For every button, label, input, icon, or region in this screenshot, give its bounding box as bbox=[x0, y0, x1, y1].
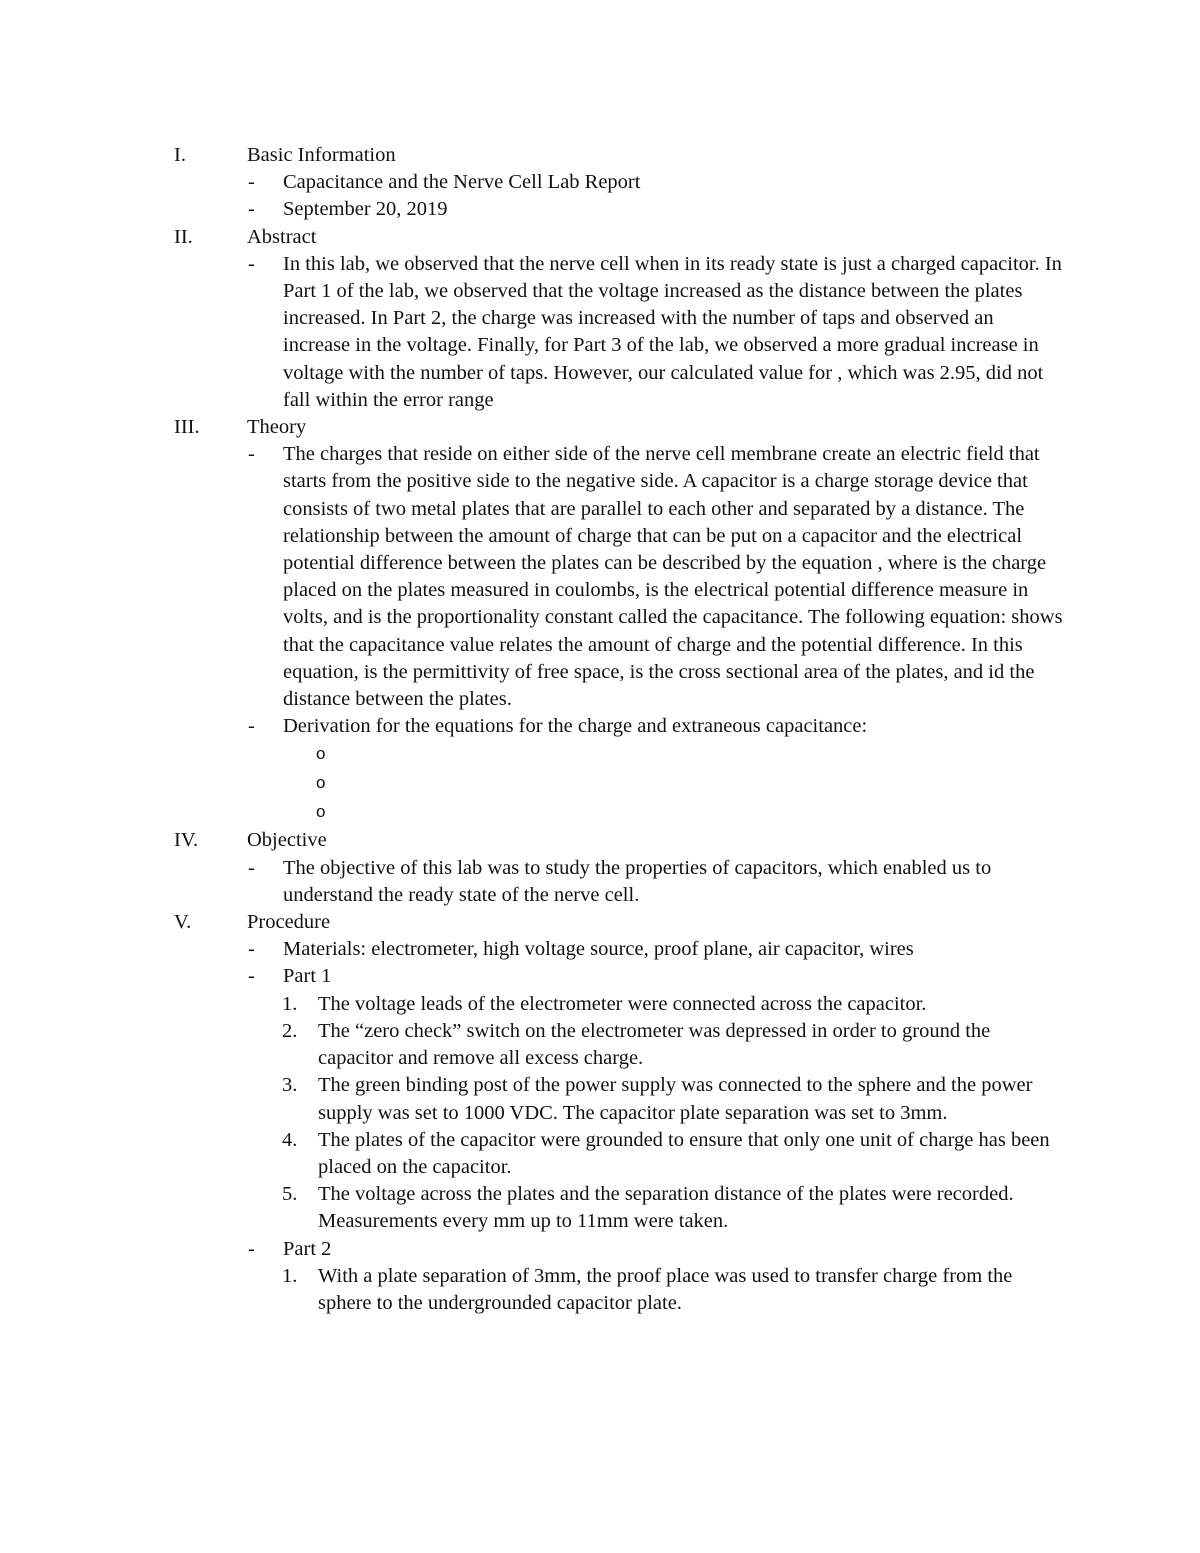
section-numeral: I. bbox=[174, 144, 186, 166]
bullet-item bbox=[248, 1236, 1063, 1263]
section-theory bbox=[0, 414, 1200, 827]
numbered-step bbox=[282, 1127, 1063, 1181]
part-label: Part 2 bbox=[283, 1237, 332, 1260]
section-numeral: IV. bbox=[174, 829, 199, 852]
bullet-item bbox=[248, 441, 1063, 713]
section-heading bbox=[0, 142, 1200, 169]
step-number: 2. bbox=[282, 1019, 298, 1042]
report-title: Capacitance and the Nerve Cell Lab Report bbox=[283, 171, 641, 194]
bullet-item bbox=[248, 251, 1063, 414]
numbered-step bbox=[282, 991, 1063, 1018]
numbered-step bbox=[282, 1263, 1063, 1317]
section-title: Abstract bbox=[247, 225, 317, 248]
section-heading bbox=[0, 827, 1200, 854]
lab-report-page bbox=[0, 142, 1200, 1317]
step-text: With a plate separation of 3mm, the proof place was used to transfer charge from the sphere to the undergrounded capacitor plate. bbox=[318, 1264, 1013, 1314]
section-procedure bbox=[0, 909, 1200, 1317]
bullet-item bbox=[248, 855, 1063, 909]
section-numeral: V. bbox=[174, 911, 192, 934]
bullet-item bbox=[248, 713, 1063, 740]
dash-marker: - bbox=[248, 171, 255, 194]
dash-marker: - bbox=[248, 715, 255, 738]
section-title: Procedure bbox=[247, 911, 331, 934]
materials-text: Materials: electrometer, high voltage source, proof plane, air capacitor, wires bbox=[283, 938, 914, 961]
step-number: 4. bbox=[282, 1128, 298, 1151]
section-title: Basic Information bbox=[247, 144, 396, 166]
circle-bullet-icon: o bbox=[316, 802, 326, 822]
circle-bullet-icon: o bbox=[316, 773, 326, 793]
step-number: 5. bbox=[282, 1183, 298, 1206]
step-number: 3. bbox=[282, 1074, 298, 1097]
bullet-item bbox=[248, 936, 1063, 963]
step-text: The plates of the capacitor were grounded to ensure that only one unit of charge has been placed on the capacitor. bbox=[318, 1128, 1050, 1178]
dash-marker: - bbox=[248, 1237, 255, 1260]
objective-text: The objective of this lab was to study the properties of capacitors, which enabled us to understand the ready state of the nerve cell. bbox=[283, 856, 992, 906]
section-objective bbox=[0, 827, 1200, 909]
section-numeral: III. bbox=[174, 416, 200, 439]
bullet-item bbox=[248, 196, 1063, 223]
section-heading bbox=[0, 224, 1200, 251]
section-heading bbox=[0, 909, 1200, 936]
sub-bullet-item bbox=[316, 798, 1200, 827]
step-text: The green binding post of the power supply was connected to the sphere and the power supply was set to 1000 VDC. The capacitor plate separation was set to 3mm. bbox=[318, 1074, 1033, 1124]
section-basic-information bbox=[0, 142, 1200, 224]
bullet-item bbox=[248, 963, 1063, 990]
step-text: The voltage leads of the electrometer were connected across the capacitor. bbox=[318, 992, 927, 1015]
dash-marker: - bbox=[248, 938, 255, 961]
section-numeral: II. bbox=[174, 225, 193, 248]
dash-marker: - bbox=[248, 856, 255, 879]
theory-text: The charges that reside on either side of the nerve cell membrane create an electric field that starts from the positive side to the negative side. A capacitor is a charge storage device that consists of two metal plates that are parallel to each other and separated by a distance. The relationship between the amount of charge that can be put on a capacitor and the electrical potential difference between the plates can be described by the equation , where is the charge placed on the plates measured in coulombs, is the electrical potential difference measure in volts, and is the proportionality constant called the capacitance. The following equation: shows that the capacitance value relates the amount of charge and the potential difference. In this equation, is the permittivity of free space, is the cross sectional area of the plates, and id the distance between the plates. bbox=[283, 443, 1063, 711]
dash-marker: - bbox=[248, 252, 255, 275]
step-number: 1. bbox=[282, 992, 298, 1015]
section-title: Theory bbox=[247, 416, 307, 439]
derivation-text: Derivation for the equations for the charge and extraneous capacitance: bbox=[283, 715, 868, 738]
dash-marker: - bbox=[248, 443, 255, 466]
part-label: Part 1 bbox=[283, 965, 332, 988]
circle-bullet-icon: o bbox=[316, 744, 326, 764]
step-text: The voltage across the plates and the separation distance of the plates were recorded. Measurements every mm up to 11mm were taken. bbox=[318, 1183, 1014, 1233]
step-number: 1. bbox=[282, 1264, 298, 1287]
section-title: Objective bbox=[247, 829, 327, 852]
bullet-item bbox=[248, 169, 1063, 196]
section-abstract bbox=[0, 224, 1200, 414]
step-text: The “zero check” switch on the electrometer was depressed in order to ground the capacitor and remove all excess charge. bbox=[318, 1019, 991, 1070]
section-heading bbox=[0, 414, 1200, 441]
numbered-step bbox=[282, 1072, 1063, 1126]
dash-marker: - bbox=[248, 965, 255, 988]
sub-bullet-item bbox=[316, 740, 1200, 769]
numbered-step bbox=[282, 1181, 1063, 1235]
report-date: September 20, 2019 bbox=[283, 198, 448, 221]
numbered-step bbox=[282, 1018, 1063, 1072]
abstract-text: In this lab, we observed that the nerve cell when in its ready state is just a charged capacitor. In Part 1 of the lab, we observed that the voltage increased as the distance between the plates increased. In Part 2, the charge was increased with the number of taps and observed an increase in the voltage. Finally, for Part 3 of the lab, we observed a more gradual increase in voltage with the number of taps. However, our calculated value for , which was 2.95, did not fall within the error range bbox=[283, 252, 1062, 411]
sub-bullet-item bbox=[316, 769, 1200, 798]
dash-marker: - bbox=[248, 198, 255, 221]
